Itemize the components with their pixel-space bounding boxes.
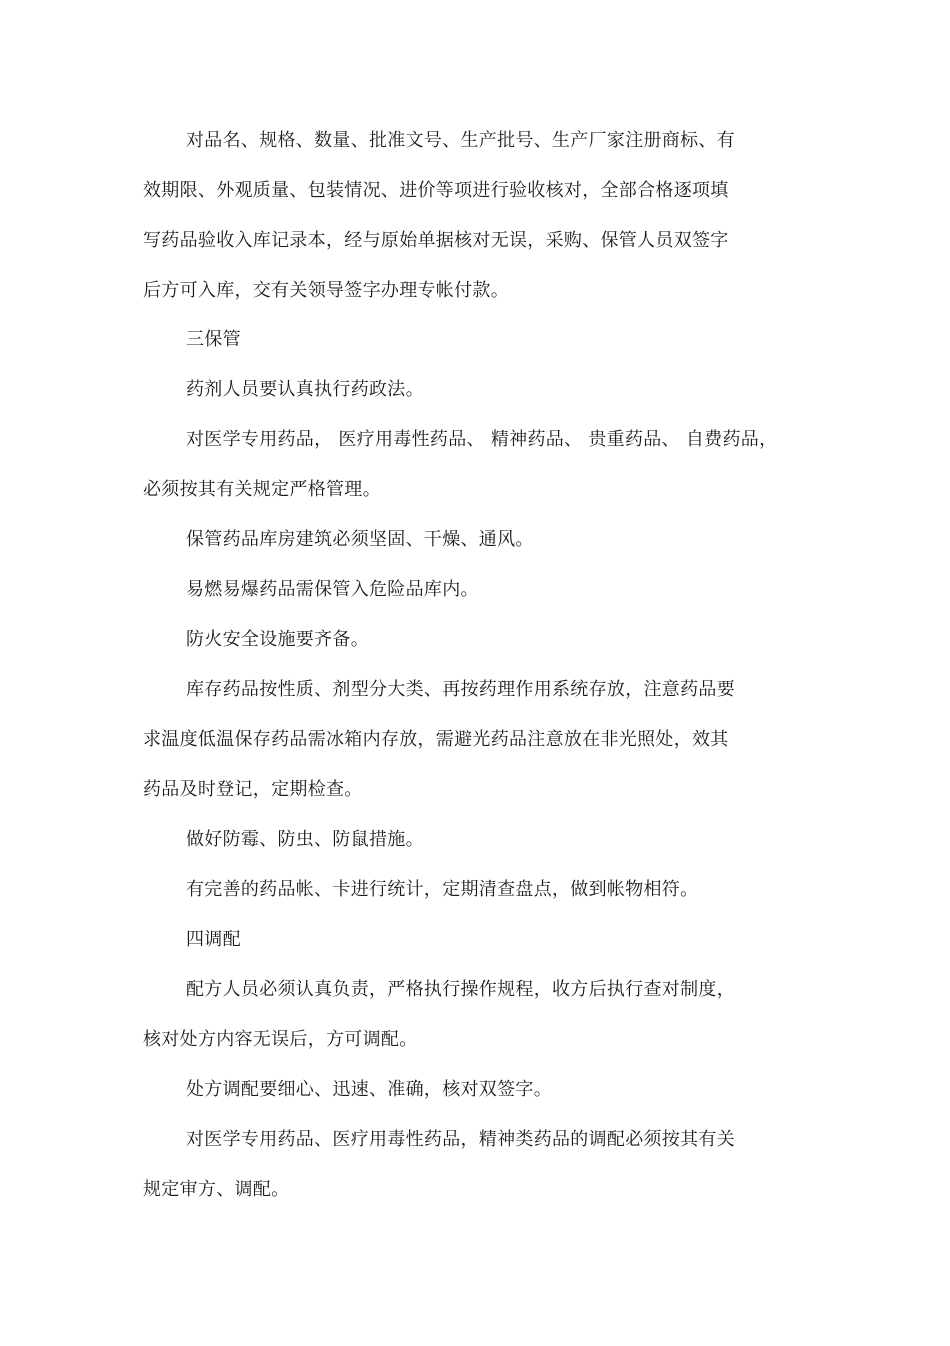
paragraph-line: 做好防霉、防虫、防鼠措施。	[186, 829, 424, 850]
paragraph-line: 后方可入库，交有关领导签字办理专帐付款。	[143, 280, 509, 301]
paragraph-line: 库存药品按性质、剂型分大类、再按药理作用系统存放，注意药品要	[186, 679, 735, 700]
paragraph-line: 对医学专用药品、医疗用毒性药品，精神类药品的调配必须按其有关	[186, 1129, 735, 1150]
paragraph-line: 配方人员必须认真负责，严格执行操作规程，收方后执行查对制度，	[186, 979, 735, 1000]
paragraph-line: 必须按其有关规定严格管理。	[143, 479, 381, 500]
paragraph-line: 保管药品库房建筑必须坚固、干燥、通风。	[186, 529, 534, 550]
paragraph-line: 药剂人员要认真执行药政法。	[186, 379, 424, 400]
paragraph-line: 易燃易爆药品需保管入危险品库内。	[186, 579, 479, 600]
paragraph-line: 药品及时登记，定期检查。	[143, 779, 363, 800]
paragraph-line: 防火安全设施要齐备。	[186, 629, 369, 650]
paragraph-line: 核对处方内容无误后，方可调配。	[143, 1029, 418, 1050]
paragraph-line: 求温度低温保存药品需冰箱内存放，需避光药品注意放在非光照处，效其	[143, 729, 729, 750]
paragraph-line: 写药品验收入库记录本，经与原始单据核对无误，采购、保管人员双签字	[143, 230, 729, 251]
paragraph-line: 有完善的药品帐、卡进行统计，定期清查盘点，做到帐物相符。	[186, 879, 699, 900]
paragraph-line: 效期限、外观质量、包装情况、进价等项进行验收核对，全部合格逐项填	[143, 180, 729, 201]
paragraph-line: 处方调配要细心、迅速、准确，核对双签字。	[186, 1079, 552, 1100]
paragraph-line: 对医学专用药品， 医疗用毒性药品、 精神药品、 贵重药品、 自费药品，	[186, 429, 778, 450]
section-heading: 三保管	[186, 329, 241, 350]
paragraph-line: 对品名、规格、数量、批准文号、生产批号、生产厂家注册商标、有	[186, 130, 735, 151]
section-heading: 四调配	[186, 929, 241, 950]
paragraph-line: 规定审方、调配。	[143, 1179, 290, 1200]
